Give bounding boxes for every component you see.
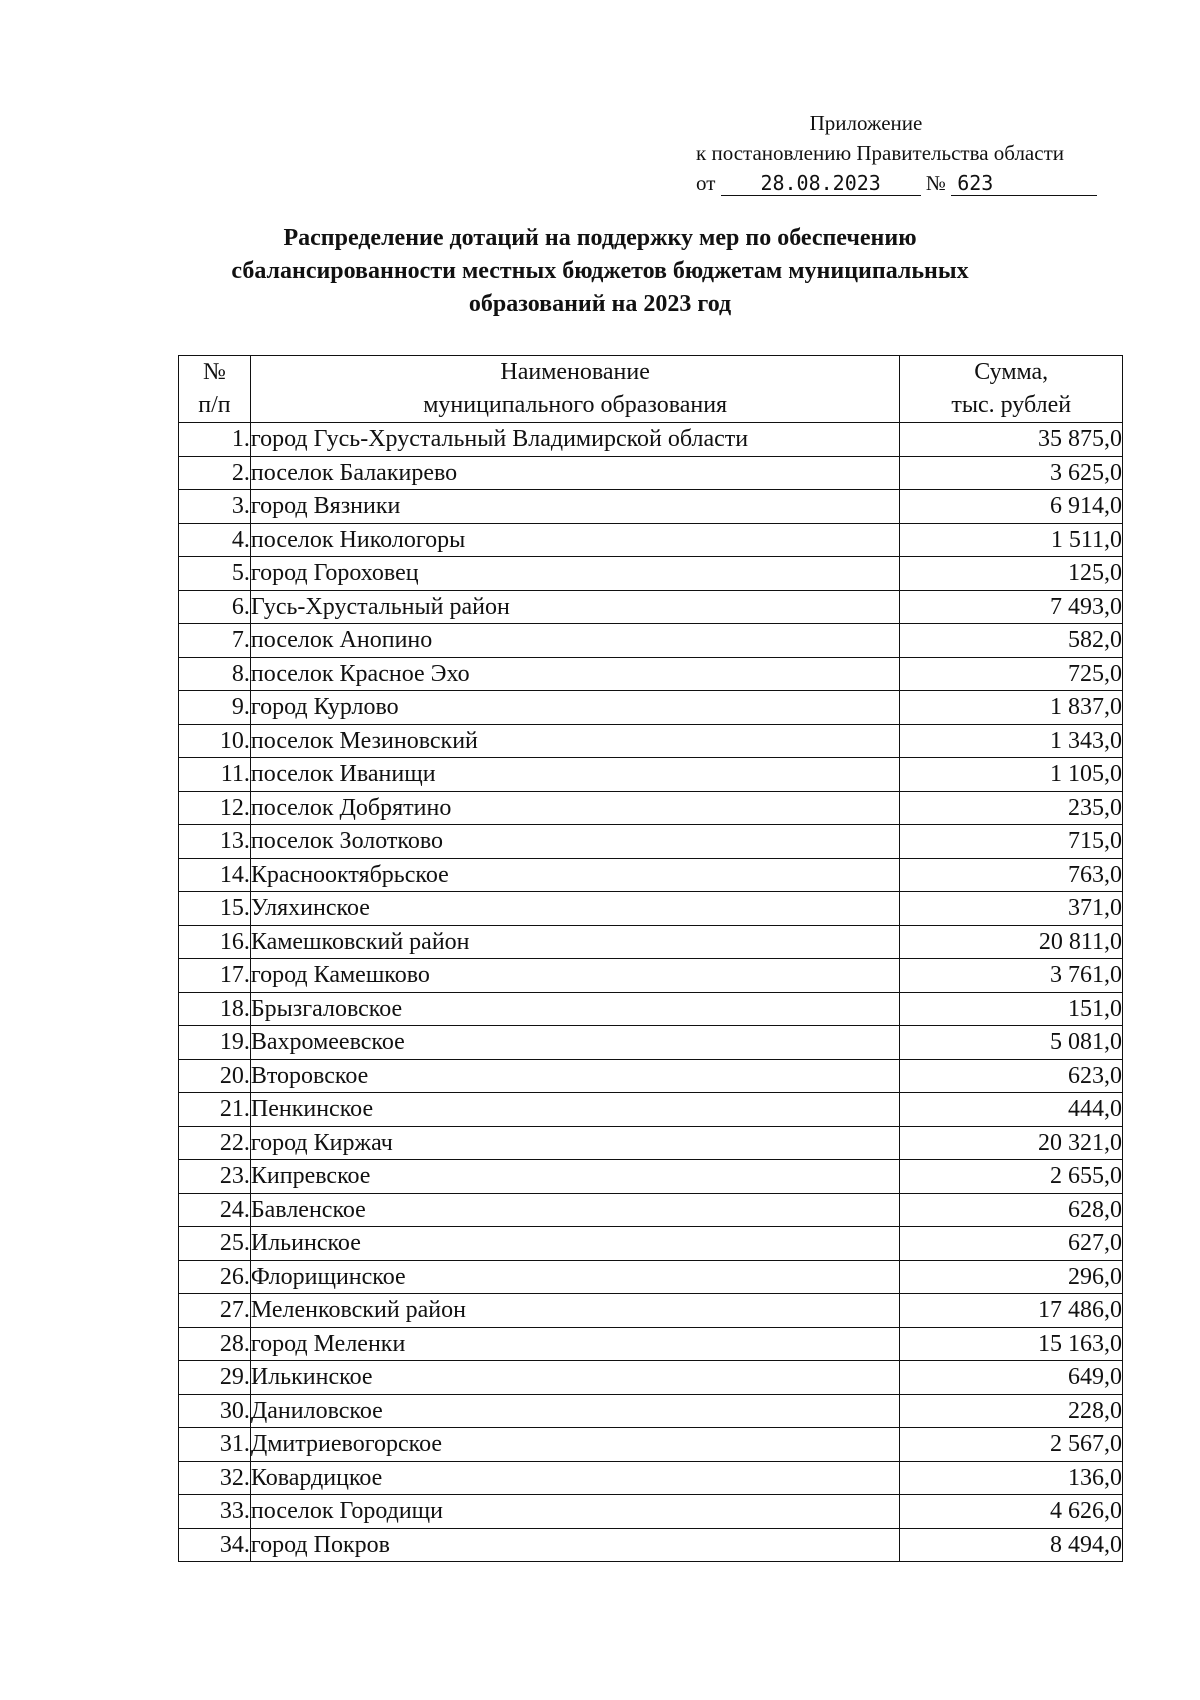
appendix-header xyxy=(696,108,1116,198)
municipality-name: город Курлово xyxy=(250,691,900,725)
row-number: 18. xyxy=(179,992,251,1026)
table-row xyxy=(179,456,1123,490)
number-prefix: № xyxy=(925,171,946,195)
municipality-name: Ковардицкое xyxy=(250,1461,900,1495)
subsidy-amount: 3 761,0 xyxy=(900,959,1123,993)
row-number: 17. xyxy=(179,959,251,993)
municipality-name: поселок Анопино xyxy=(250,624,900,658)
subsidy-amount: 235,0 xyxy=(900,791,1123,825)
table-row xyxy=(179,1093,1123,1127)
subsidy-amount: 8 494,0 xyxy=(900,1528,1123,1562)
subsidy-amount: 5 081,0 xyxy=(900,1026,1123,1060)
subsidy-amount: 715,0 xyxy=(900,825,1123,859)
subsidy-amount: 151,0 xyxy=(900,992,1123,1026)
table-row xyxy=(179,523,1123,557)
row-number: 34. xyxy=(179,1528,251,1562)
table-row xyxy=(179,858,1123,892)
table-row xyxy=(179,1059,1123,1093)
row-number: 16. xyxy=(179,925,251,959)
row-number: 3. xyxy=(179,490,251,524)
row-number: 14. xyxy=(179,858,251,892)
municipality-name: Вахромеевское xyxy=(250,1026,900,1060)
municipality-name: город Меленки xyxy=(250,1327,900,1361)
municipality-name: город Вязники xyxy=(250,490,900,524)
table-row xyxy=(179,490,1123,524)
subsidy-amount: 628,0 xyxy=(900,1193,1123,1227)
row-number: 31. xyxy=(179,1428,251,1462)
subsidy-amount: 1 837,0 xyxy=(900,691,1123,725)
table-row xyxy=(179,825,1123,859)
row-number: 22. xyxy=(179,1126,251,1160)
municipality-name: город Киржач xyxy=(250,1126,900,1160)
municipality-name: поселок Красное Эхо xyxy=(250,657,900,691)
municipality-name: Флорищинское xyxy=(250,1260,900,1294)
table-row xyxy=(179,1126,1123,1160)
municipality-name: Бавленское xyxy=(250,1193,900,1227)
subsidy-amount: 2 655,0 xyxy=(900,1160,1123,1194)
table-row xyxy=(179,925,1123,959)
row-number: 29. xyxy=(179,1361,251,1395)
subsidy-amount: 17 486,0 xyxy=(900,1294,1123,1328)
municipality-name: поселок Иванищи xyxy=(250,758,900,792)
municipality-name: Дмитриевогорское xyxy=(250,1428,900,1462)
municipality-name: поселок Балакирево xyxy=(250,456,900,490)
row-number: 30. xyxy=(179,1394,251,1428)
municipality-name: город Гусь-Хрустальный Владимирской области xyxy=(250,423,900,457)
municipality-name: Пенкинское xyxy=(250,1093,900,1127)
table-row xyxy=(179,1160,1123,1194)
table-row xyxy=(179,1394,1123,1428)
subsidy-amount: 136,0 xyxy=(900,1461,1123,1495)
subsidy-amount: 1 511,0 xyxy=(900,523,1123,557)
table-row xyxy=(179,959,1123,993)
resolution-number: 623 xyxy=(951,171,1097,196)
column-header-number: № п/п xyxy=(179,356,251,423)
subsidy-amount: 125,0 xyxy=(900,557,1123,591)
row-number: 21. xyxy=(179,1093,251,1127)
subsidy-amount: 627,0 xyxy=(900,1227,1123,1261)
municipality-name: поселок Никологоры xyxy=(250,523,900,557)
municipality-name: Илькинское xyxy=(250,1361,900,1395)
table-row xyxy=(179,1461,1123,1495)
row-number: 27. xyxy=(179,1294,251,1328)
table-row xyxy=(179,624,1123,658)
row-number: 26. xyxy=(179,1260,251,1294)
municipality-name: Кипревское xyxy=(250,1160,900,1194)
date-number-line xyxy=(696,168,1116,198)
row-number: 33. xyxy=(179,1495,251,1529)
row-number: 2. xyxy=(179,456,251,490)
date-prefix: от xyxy=(696,171,716,195)
municipality-name: Брызгаловское xyxy=(250,992,900,1026)
municipality-name: Даниловское xyxy=(250,1394,900,1428)
table-row xyxy=(179,992,1123,1026)
column-header-sum: Сумма, тыс. рублей xyxy=(900,356,1123,423)
subsidy-amount: 3 625,0 xyxy=(900,456,1123,490)
municipality-name: Меленковский район xyxy=(250,1294,900,1328)
row-number: 13. xyxy=(179,825,251,859)
table-row xyxy=(179,892,1123,926)
subsidy-amount: 582,0 xyxy=(900,624,1123,658)
row-number: 32. xyxy=(179,1461,251,1495)
subsidy-amount: 1 343,0 xyxy=(900,724,1123,758)
row-number: 12. xyxy=(179,791,251,825)
municipality-name: Ильинское xyxy=(250,1227,900,1261)
municipality-name: поселок Городищи xyxy=(250,1495,900,1529)
subsidy-amount: 2 567,0 xyxy=(900,1428,1123,1462)
municipality-name: Краснооктябрьское xyxy=(250,858,900,892)
subsidy-amount: 1 105,0 xyxy=(900,758,1123,792)
row-number: 1. xyxy=(179,423,251,457)
table-row xyxy=(179,1026,1123,1060)
subsidy-amount: 649,0 xyxy=(900,1361,1123,1395)
subsidy-amount: 623,0 xyxy=(900,1059,1123,1093)
table-row xyxy=(179,657,1123,691)
row-number: 7. xyxy=(179,624,251,658)
table-row xyxy=(179,1294,1123,1328)
row-number: 10. xyxy=(179,724,251,758)
table-row xyxy=(179,691,1123,725)
row-number: 25. xyxy=(179,1227,251,1261)
table-row xyxy=(179,1428,1123,1462)
table-row xyxy=(179,1227,1123,1261)
municipality-name: Второвское xyxy=(250,1059,900,1093)
municipality-name: город Камешково xyxy=(250,959,900,993)
subsidy-amount: 296,0 xyxy=(900,1260,1123,1294)
table-row xyxy=(179,1260,1123,1294)
table-row xyxy=(179,590,1123,624)
table-body xyxy=(179,423,1123,1562)
table-row xyxy=(179,557,1123,591)
row-number: 8. xyxy=(179,657,251,691)
municipality-name: поселок Золотково xyxy=(250,825,900,859)
subsidy-amount: 35 875,0 xyxy=(900,423,1123,457)
subsidy-amount: 4 626,0 xyxy=(900,1495,1123,1529)
row-number: 19. xyxy=(179,1026,251,1060)
row-number: 5. xyxy=(179,557,251,591)
subsidy-amount: 7 493,0 xyxy=(900,590,1123,624)
subsidy-amount: 763,0 xyxy=(900,858,1123,892)
document-title: Распределение дотаций на поддержку мер по обеспечению сбалансированности местных бюджетов бюджетам муниципальных образований на 2023 год xyxy=(231,225,969,317)
distribution-table xyxy=(178,355,1123,1562)
table-row xyxy=(179,1495,1123,1529)
subsidy-amount: 6 914,0 xyxy=(900,490,1123,524)
table-header-row xyxy=(179,356,1123,423)
table-row xyxy=(179,724,1123,758)
table-row xyxy=(179,423,1123,457)
table-row xyxy=(179,758,1123,792)
table-row xyxy=(179,1528,1123,1562)
subsidy-amount: 371,0 xyxy=(900,892,1123,926)
appendix-label: Приложение xyxy=(809,111,923,135)
subsidy-amount: 20 321,0 xyxy=(900,1126,1123,1160)
municipality-name: Гусь-Хрустальный район xyxy=(250,590,900,624)
municipality-name: Уляхинское xyxy=(250,892,900,926)
table-row xyxy=(179,791,1123,825)
municipality-name: поселок Мезиновский xyxy=(250,724,900,758)
resolution-date: 28.08.2023 xyxy=(721,171,921,196)
subsidy-amount: 444,0 xyxy=(900,1093,1123,1127)
subsidy-amount: 15 163,0 xyxy=(900,1327,1123,1361)
column-header-name: Наименование муниципального образования xyxy=(250,356,900,423)
subsidy-amount: 20 811,0 xyxy=(900,925,1123,959)
municipality-name: город Покров xyxy=(250,1528,900,1562)
row-number: 11. xyxy=(179,758,251,792)
resolution-reference: к постановлению Правительства области xyxy=(696,141,1064,165)
row-number: 23. xyxy=(179,1160,251,1194)
row-number: 20. xyxy=(179,1059,251,1093)
table-row xyxy=(179,1193,1123,1227)
row-number: 9. xyxy=(179,691,251,725)
row-number: 6. xyxy=(179,590,251,624)
subsidy-amount: 725,0 xyxy=(900,657,1123,691)
municipality-name: город Гороховец xyxy=(250,557,900,591)
row-number: 15. xyxy=(179,892,251,926)
table-row xyxy=(179,1327,1123,1361)
row-number: 24. xyxy=(179,1193,251,1227)
subsidy-amount: 228,0 xyxy=(900,1394,1123,1428)
row-number: 4. xyxy=(179,523,251,557)
municipality-name: поселок Добрятино xyxy=(250,791,900,825)
table-row xyxy=(179,1361,1123,1395)
municipality-name: Камешковский район xyxy=(250,925,900,959)
row-number: 28. xyxy=(179,1327,251,1361)
